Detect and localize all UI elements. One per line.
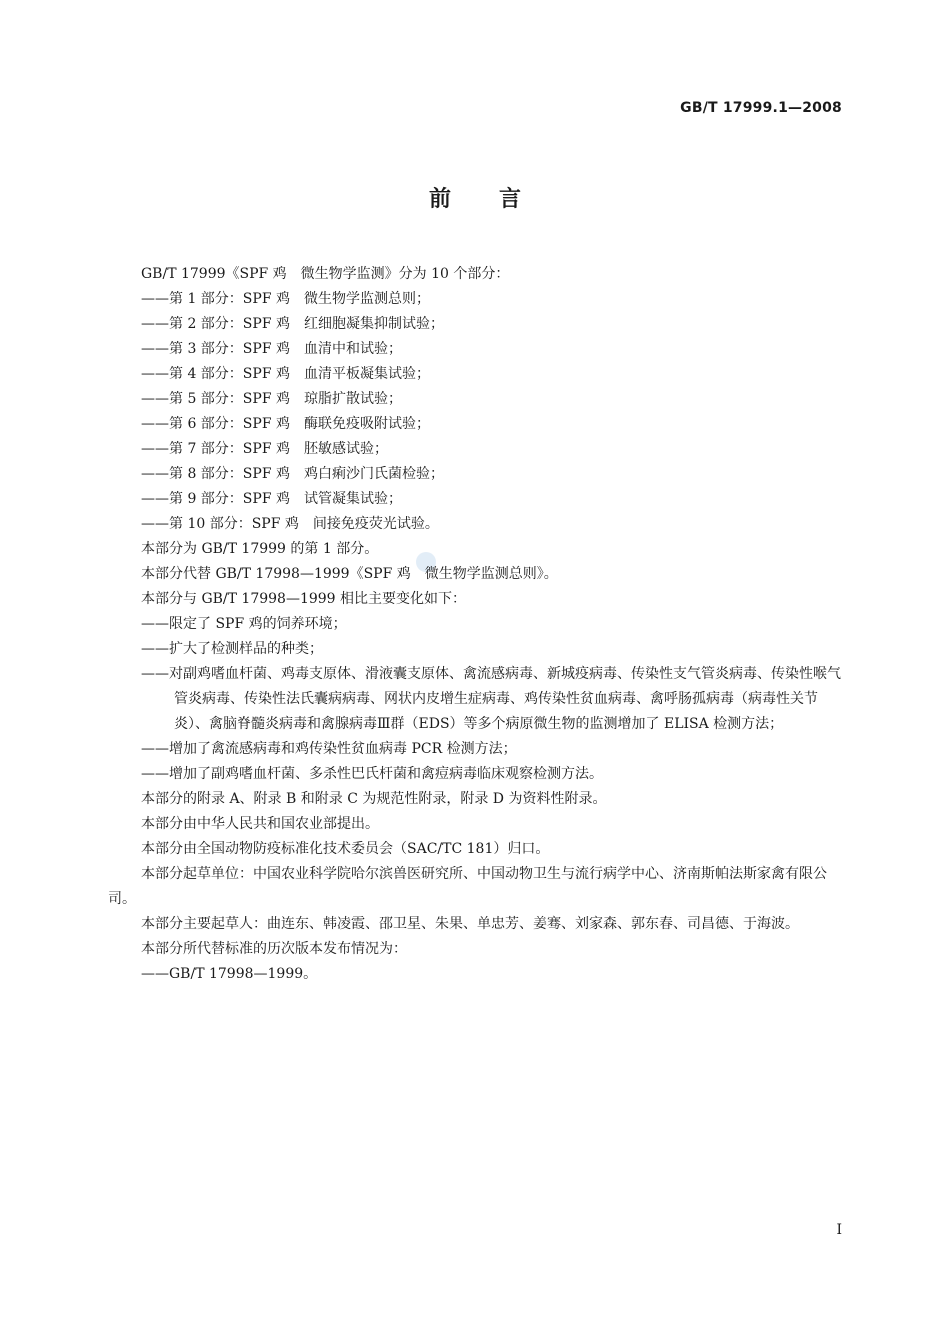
list-item-change-4: ——增加了禽流感病毒和鸡传染性贫血病毒 PCR 检测方法； xyxy=(141,741,517,757)
list-item-change-5: ——增加了副鸡嗜血杆菌、多杀性巴氏杆菌和禽痘病毒临床观察检测方法。 xyxy=(141,766,603,782)
paragraph-proposer: 本部分由中华人民共和国农业部提出。 xyxy=(141,816,379,832)
list-item-part-5: ——第 5 部分：SPF 鸡 琼脂扩散试验； xyxy=(141,391,402,407)
paragraph-parts-intro: GB/T 17999《SPF 鸡 微生物学监测》分为 10 个部分： xyxy=(141,266,510,282)
page-title: 前言 xyxy=(428,187,569,212)
list-item-part-4: ——第 4 部分：SPF 鸡 血清平板凝集试验； xyxy=(141,366,430,382)
list-item-part-9: ——第 9 部分：SPF 鸡 试管凝集试验； xyxy=(141,491,402,507)
list-item-change-2: ——扩大了检测样品的种类； xyxy=(141,641,323,657)
list-item-history-1: ——GB/T 17998—1999。 xyxy=(141,966,318,982)
list-item-part-2: ——第 2 部分：SPF 鸡 红细胞凝集抑制试验； xyxy=(141,316,444,332)
list-item-part-6: ——第 6 部分：SPF 鸡 酶联免疫吸附试验； xyxy=(141,416,430,432)
list-item-part-7: ——第 7 部分：SPF 鸡 胚敏感试验； xyxy=(141,441,388,457)
list-item-part-10: ——第 10 部分：SPF 鸡 间接免疫荧光试验。 xyxy=(141,516,439,532)
list-item-change-3: ——对副鸡嗜血杆菌、鸡毒支原体、滑液囊支原体、禽流感病毒、新城疫病毒、传染性支气管炎病毒、传染性喉气管炎病毒、传染性法氏囊病病毒、网状内皮增生症病毒、鸡传染性贫血病毒、禽呼肠孤病毒（病毒性关节炎）、禽脑脊髓炎病毒和禽腺病毒Ⅲ群（EDS）等多个病原微生物的监测增加了 ELISA 检测方法； xyxy=(141,666,841,732)
list-item-part-8: ——第 8 部分：SPF 鸡 鸡白痢沙门氏菌检验； xyxy=(141,466,444,482)
paragraph-committee: 本部分由全国动物防疫标准化技术委员会（SAC/TC 181）归口。 xyxy=(141,841,550,857)
standard-number: GB/T 17999.1—2008 xyxy=(680,100,842,116)
list-item-change-1: ——限定了 SPF 鸡的饲养环境； xyxy=(141,616,347,632)
paragraph-part-number: 本部分为 GB/T 17999 的第 1 部分。 xyxy=(141,541,379,557)
preface-body xyxy=(108,262,843,987)
paragraph-drafters: 本部分主要起草人：曲连东、韩凌霞、邵卫星、朱果、单忠芳、姜骞、刘家森、郭东春、司昌德、于海波。 xyxy=(141,916,799,932)
paragraph-annexes: 本部分的附录 A、附录 B 和附录 C 为规范性附录，附录 D 为资料性附录。 xyxy=(141,791,607,807)
paragraph-history-intro: 本部分所代替标准的历次版本发布情况为： xyxy=(141,941,407,957)
paragraph-replaces: 本部分代替 GB/T 17998—1999《SPF 鸡 微生物学监测总则》。 xyxy=(141,566,558,582)
list-item-part-3: ——第 3 部分：SPF 鸡 血清中和试验； xyxy=(141,341,402,357)
paragraph-drafting-units: 本部分起草单位：中国农业科学院哈尔滨兽医研究所、中国动物卫生与流行病学中心、济南斯帕法斯家禽有限公司。 xyxy=(108,866,827,907)
paragraph-changes-intro: 本部分与 GB/T 17998—1999 相比主要变化如下： xyxy=(141,591,467,607)
list-item-part-1: ——第 1 部分：SPF 鸡 微生物学监测总则； xyxy=(141,291,430,307)
page-number: I xyxy=(836,1222,842,1238)
